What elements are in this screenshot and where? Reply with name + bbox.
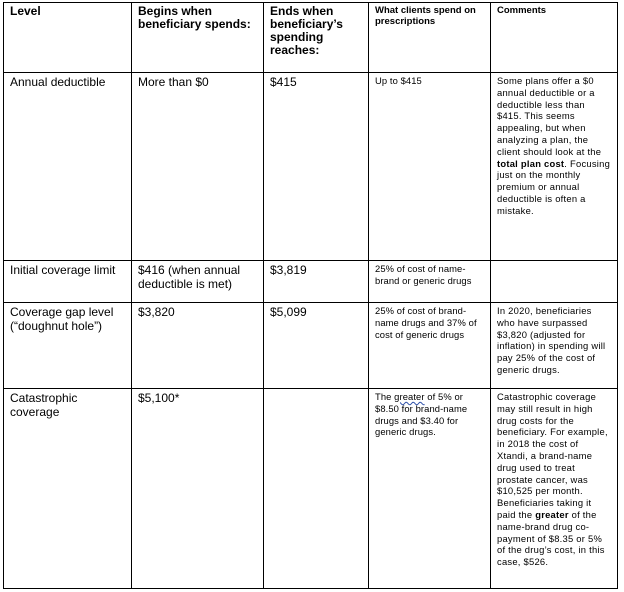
comment-cell [491, 261, 618, 303]
spend-text: The [375, 391, 395, 402]
comment-text-end: of the name-brand drug co-payment of $8.35 or 5% of the drug’s cost, in this case, $526. [497, 508, 605, 568]
comment-cell [491, 73, 618, 261]
header-begins: Begins when beneficiary spends: [132, 3, 264, 73]
level-cell: Initial coverage limit [4, 261, 132, 303]
begins-cell: $5,100* [132, 389, 264, 589]
spend-cell: 25% of cost of name-brand or generic drugs [369, 261, 491, 303]
header-row [4, 3, 618, 73]
spend-cell: 25% of cost of brand-name drugs and 37% of cost of generic drugs [369, 303, 491, 389]
spend-text-end: of 5% or $8.50 for brand-name drugs and $3.40 for generic drugs. [375, 391, 468, 438]
ends-cell [264, 389, 369, 589]
level-cell: Coverage gap level (“doughnut hole”) [4, 303, 132, 389]
table-row-initial-coverage [4, 261, 618, 303]
level-cell: Catastrophic coverage [4, 389, 132, 589]
comment-cell [491, 389, 618, 589]
comment-text-end: . Focusing just on the monthly premium or annual deductible is often a mistake. [497, 157, 611, 216]
table-row-catastrophic [4, 389, 618, 589]
comment-text: Some plans offer a $0 annual deductible or a deductible less than $415. This seems appealing, but when analyzing a plan, the client should look at the [497, 75, 602, 157]
ends-cell: $415 [264, 73, 369, 261]
spend-cell: Up to $415 [369, 73, 491, 261]
comment-cell: In 2020, beneficiaries who have surpassed $3,820 (adjusted for inflation) in spending will pay 25% of the cost of generic drugs. [491, 303, 618, 389]
spend-cell [369, 389, 491, 589]
begins-cell: $3,820 [132, 303, 264, 389]
ends-cell: $3,819 [264, 261, 369, 303]
begins-cell: $416 (when annual deductible is met) [132, 261, 264, 303]
header-clients-spend: What clients spend on prescriptions [369, 3, 491, 73]
comment-emphasis: total plan cost [497, 157, 565, 169]
comment-emphasis: greater [535, 508, 569, 520]
header-comments: Comments [491, 3, 618, 73]
ends-cell: $5,099 [264, 303, 369, 389]
table-row-annual-deductible [4, 73, 618, 261]
begins-cell: More than $0 [132, 73, 264, 261]
header-level: Level [4, 3, 132, 73]
prescription-coverage-table [3, 2, 618, 589]
table-row-coverage-gap [4, 303, 618, 389]
spellcheck-marked-word: greater [394, 391, 425, 402]
level-cell: Annual deductible [4, 73, 132, 261]
comment-text: Catastrophic coverage may still result in high drug costs for the beneficiary. For example, in 2018 the cost of Xtandi, a brand-name drug used to treat prostate cancer, was $10,525 per month. Beneficiaries taking it paid the [497, 391, 608, 520]
header-ends: Ends when beneficiary’s spending reaches: [264, 3, 369, 73]
